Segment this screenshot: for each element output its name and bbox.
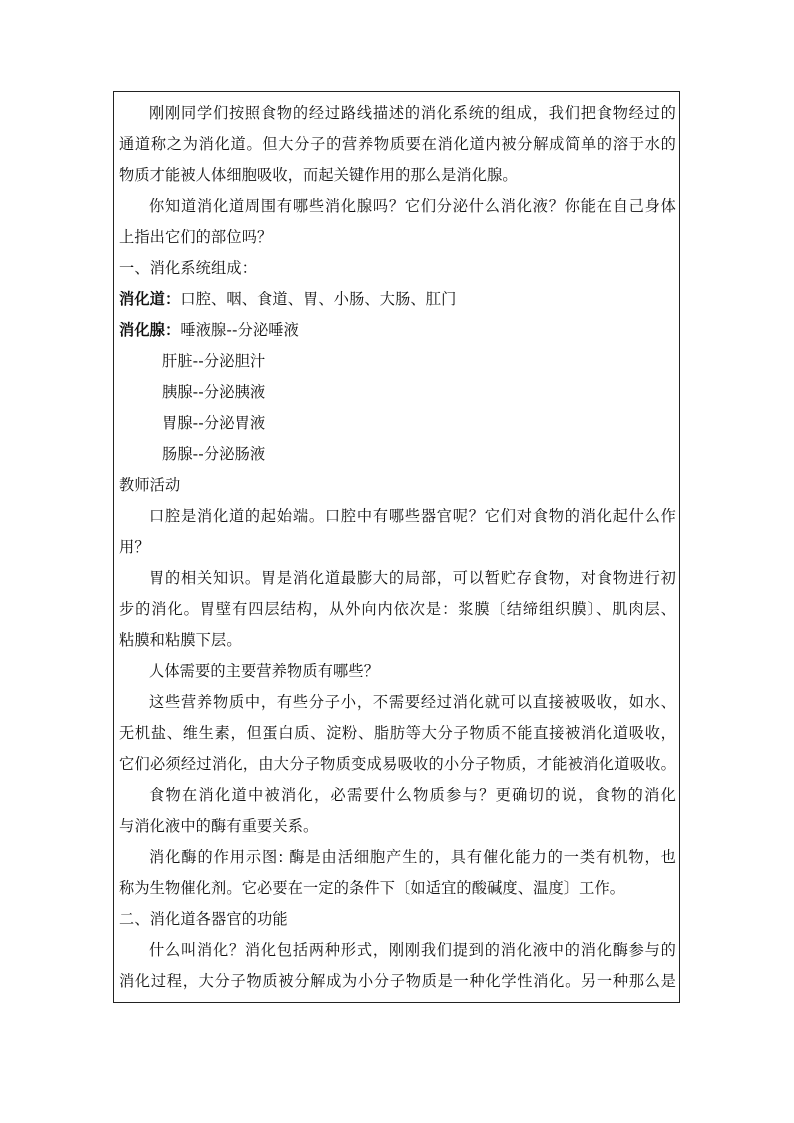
gland-item: 唾液腺--分泌唾液 [180,321,299,339]
gland-item: 肝脏--分泌胆汁 [162,352,266,370]
paragraph-line: 食物在消化道中被消化，必需要什么物质参与？更确切的说，食物的消化 [149,786,676,804]
paragraph-line: 无机盐、维生素，但蛋白质、淀粉、脂肪等大分子物质不能直接被消化道吸收， [119,724,676,742]
section-heading: 一、消化系统组成： [119,259,258,277]
paragraph-line: 消化酶的作用示图: 酶是由活细胞产生的，具有催化能力的一类有机物，也 [149,848,676,866]
paragraph-line: 它们必须经过消化，由大分子物质变成易吸收的小分子物质，才能被消化道吸收。 [119,755,676,773]
paragraph-line: 胃的相关知识。胃是消化道最膨大的局部，可以暂贮存食物，对食物进行初 [149,569,676,587]
section-heading: 二、消化道各器官的功能 [119,910,288,928]
paragraph-line: 人体需要的主要营养物质有哪些？ [149,662,380,680]
paragraph-line: 口腔是消化道的起始端。口腔中有哪些器官呢？它们对食物的消化起什么作 [149,507,676,525]
section-heading: 教师活动 [119,476,181,494]
paragraph-line: 与消化液中的酶有重要关系。 [119,817,319,835]
paragraph-line: 步的消化。胃壁有四层结构，从外向内依次是：浆膜〔结缔组织膜〕、肌肉层、 [119,600,676,618]
document-table-cell [113,91,680,1003]
paragraph-line: 粘膜和粘膜下层。 [119,631,242,649]
digestive-glands-label: 消化腺： [119,321,181,339]
paragraph-line: 这些营养物质中，有些分子小，不需要经过消化就可以直接被吸收，如水、 [149,693,676,711]
paragraph-line: 你知道消化道周围有哪些消化腺吗？它们分泌什么消化液？你能在自己身体 [149,197,676,215]
digestive-tract-label: 消化道： [119,290,181,308]
digestive-tract-content: 口腔、咽、食道、胃、小肠、大肠、肛门 [180,290,457,308]
paragraph-line: 上指出它们的部位吗？ [119,228,273,246]
gland-item: 胰腺--分泌胰液 [162,383,266,401]
paragraph-line: 消化过程，大分子物质被分解成为小分子物质是一种化学性消化。另一种那么是 [119,972,676,990]
gland-item: 肠腺--分泌肠液 [162,445,266,463]
paragraph-line: 物质才能被人体细胞吸收，而起关键作用的那么是消化腺。 [119,166,518,184]
gland-item: 胃腺--分泌胃液 [162,414,266,432]
paragraph-line: 通道称之为消化道。但大分子的营养物质要在消化道内被分解成简单的溶于水的 [119,135,676,153]
document-body [119,98,676,997]
paragraph-line: 用？ [119,538,150,556]
paragraph-line: 刚刚同学们按照食物的经过路线描述的消化系统的组成，我们把食物经过的 [149,104,676,122]
paragraph-line: 什么叫消化？消化包括两种形式，刚刚我们提到的消化液中的消化酶参与的 [149,941,676,959]
digestive-tract-line [119,284,676,315]
paragraph-line: 称为生物催化剂。它必要在一定的条件下〔如适宜的酸碱度、温度〕工作。 [119,879,626,897]
digestive-glands-line [119,315,676,346]
